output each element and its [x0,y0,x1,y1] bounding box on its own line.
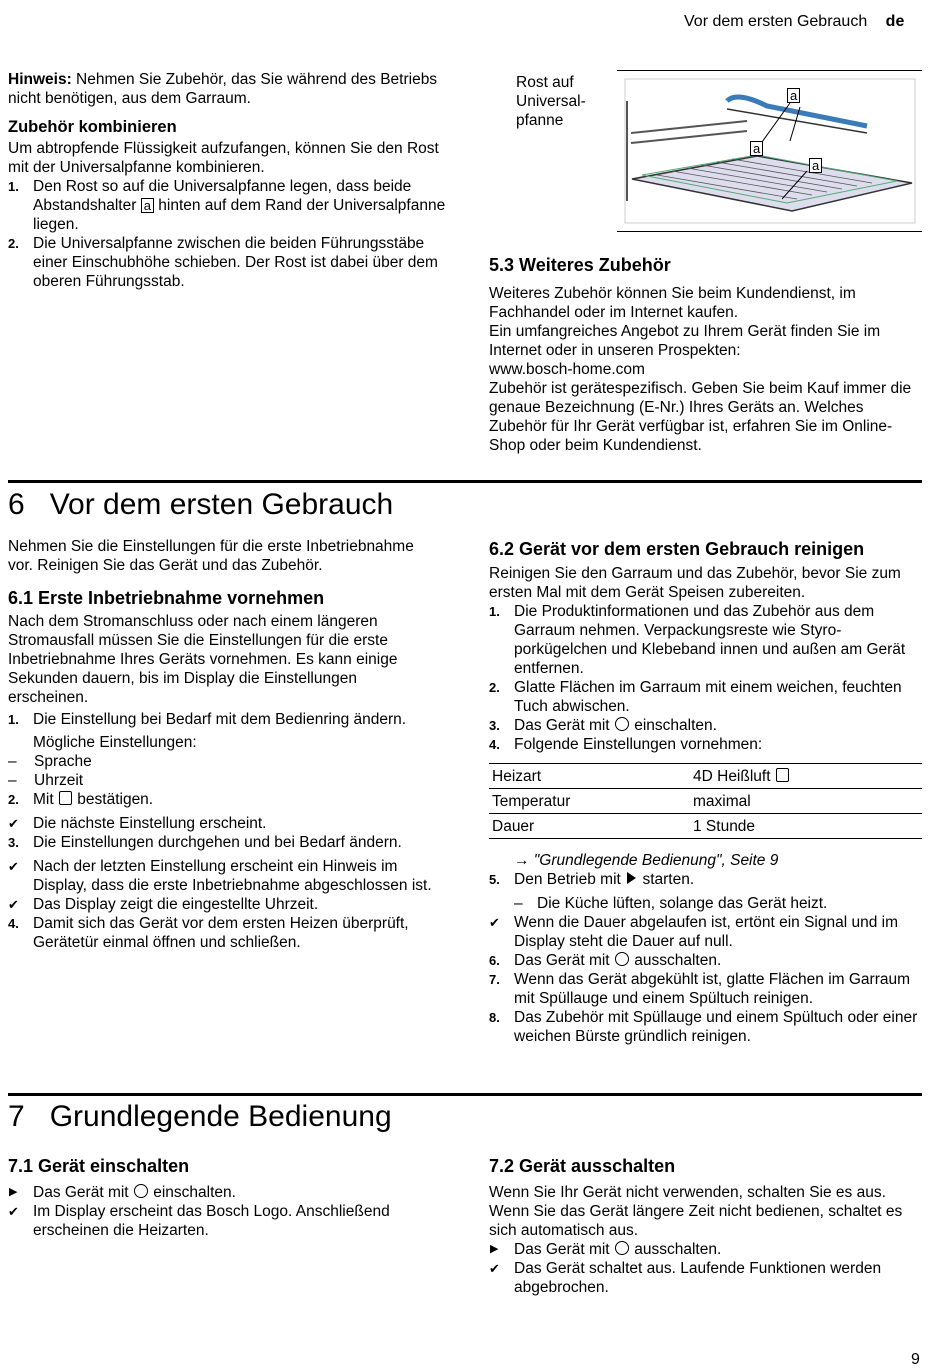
cross-reference-link[interactable]: → "Grundlegende Bedienung", Seite 9 [514,852,779,869]
paragraph: Weiteres Zubehör können Sie beim Kundendienst, im Fachhandel oder im Internet kaufen. [489,285,856,321]
table-key: Dauer [489,814,690,839]
list-item [489,870,922,889]
result-check-icon: ✔ [8,859,19,874]
website-url: www.bosch-home.com [489,361,645,378]
dash-bullet: – [8,772,17,789]
list-item [489,678,922,716]
list-item [489,1240,922,1259]
step-number: 2. [8,236,19,251]
step-text: Mit [33,791,58,808]
figure-caption: Rost auf Universalpfanne [516,74,586,129]
chapter-rule [8,480,922,483]
label-a-icon: a [787,88,800,103]
section-title: 5.3 Weiteres Zubehör [489,255,671,275]
list-item [8,177,448,234]
list-item [8,814,438,833]
section-title: 6.1 Erste Inbetriebnahme vornehmen [8,588,325,608]
paragraph: Reinigen Sie den Garraum und das Zubehör, bevor Sie zum ersten Mal mit dem Gerät Speisen zubereiten. [489,565,901,601]
dash-bullet: – [514,895,523,912]
paragraph: Wenn Sie Ihr Gerät nicht verwenden, schalten Sie es aus. Wenn Sie das Gerät längere Zeit nicht bedienen, schaltet es sich automatisch aus. [489,1184,903,1239]
language-code: de [885,13,905,30]
step-number: 5. [489,872,500,887]
result-check-icon: ✔ [8,897,19,912]
chapter-title: 6 Vor dem ersten Gebrauch [8,488,394,521]
section-5-3 [489,254,919,455]
label-a-icon: a [750,141,763,156]
list-item [8,790,438,809]
chapter-intro: Nehmen Sie die Einstellungen für die erste Inbetriebnahme vor. Reinigen Sie das Gerät und das Zubehör. [8,538,414,574]
list-item [489,951,922,970]
step-text: Glatte Flächen im Garraum mit einem weichen, feuchten Tuch abwischen. [514,679,902,715]
combine-heading: Zubehör kombinieren [8,118,177,136]
chapter6-right-column [489,538,922,1046]
step-text: Damit sich das Gerät vor dem ersten Heizen überprüft, Gerätetür einmal öffnen und schließen. [33,915,409,951]
list-item [489,1008,922,1046]
step-number: 3. [8,835,19,850]
running-header [684,12,904,31]
table-value [690,764,922,789]
paragraph: Nach dem Stromanschluss oder nach einem längeren Stromausfall müssen Sie die Einstellungen für die erste Inbetriebnahme Ihres Geräts vornehmen. Es kann einige Sekunden dauern, bis im Display die Einstellungen erscheinen. [8,613,398,706]
table-row [489,789,922,814]
result-text: Im Display erscheint das Bosch Logo. Anschließend erscheinen die Heizarten. [33,1203,390,1239]
marker-a-icon: a [141,198,154,213]
power-icon [615,717,629,731]
list-item [8,914,438,952]
result-text: Die nächste Einstellung erscheint. [33,815,267,832]
step-text: Das Gerät mit [514,1241,614,1258]
note-label: Hinweis: [8,71,72,88]
chapter-title: 7 Grundlegende Bedienung [8,1100,392,1133]
chapter6-left-column [8,537,438,952]
table-value: 1 Stunde [690,814,922,839]
table-value-text: 4D Heißluft [693,767,775,785]
left-top-column [8,70,448,291]
list-item [489,602,922,678]
step-text: Das Gerät mit [514,952,614,969]
step-text: Den Betrieb mit [514,871,626,888]
running-header-title: Vor dem ersten Gebrauch [684,13,868,30]
chapter7-right-column [489,1155,922,1297]
cleaning-steps [489,602,922,754]
list-item [8,1183,448,1202]
note-text: Die Küche lüften, solange das Gerät heizt. [537,895,828,912]
combine-text: Um abtropfende Flüssigkeit aufzufangen, können Sie den Rost mit der Universalpfanne kombinieren. [8,140,439,176]
step-text-cont: starten. [638,871,695,888]
table-row [489,764,922,789]
result-text: Das Display zeigt die eingestellte Uhrzeit. [33,896,319,913]
list-item [489,913,922,951]
list-item [489,735,922,754]
step-text: Die Universalpfanne zwischen die beiden Führungsstäbe einer Einschubhöhe schieben. Der Rost ist dabei über dem oberen Führungsstab. [33,235,438,290]
label-a-icon: a [809,158,822,173]
settings-table [489,763,922,839]
result-text: Das Gerät schaltet aus. Laufende Funktionen werden abgebrochen. [514,1260,882,1296]
result-check-icon: ✔ [489,1261,500,1276]
note-text: Nehmen Sie Zubehör, das Sie während des Betriebs nicht benötigen, aus dem Garraum. [8,71,438,107]
step-text: Wenn das Gerät abgekühlt ist, glatte Flächen im Garraum mit Spüllauge und einem Spültuch reinigen. [514,971,911,1007]
result-check-icon: ✔ [8,1204,19,1219]
setup-steps [8,710,438,952]
step-text: Das Gerät mit [33,1184,133,1201]
step-text: Das Zubehör mit Spüllauge und einem Spültuch oder einer weichen Bürste gründlich reinigen. [514,1009,918,1045]
step-text-cont: ausschalten. [629,952,722,969]
step-text: Die Produktinformationen und das Zubehör aus dem Garraum nehmen. Verpackungsreste wie Styroporkügelchen und Klebeband innen und außen am Gerät entfernen. [514,603,906,677]
step-number: 1. [489,604,500,619]
confirm-icon [59,791,72,805]
paragraph: Zubehör ist gerätespezifisch. Geben Sie beim Kauf immer die genaue Bezeichnung (E-Nr.) Ihres Geräts an. Welches Zubehör für Ihr Gerät verfügbar ist, erfahren Sie im Online-Shop oder beim Kundendienst. [489,380,912,454]
list-item [8,1202,448,1240]
section-title: 7.2 Gerät ausschalten [489,1156,676,1176]
step-number: 4. [8,916,19,931]
option-text: Uhrzeit [34,772,84,789]
power-icon [615,952,629,966]
section-title: 6.2 Gerät vor dem ersten Gebrauch reinigen [489,539,865,559]
step-text: Folgende Einstellungen vornehmen: [514,736,763,753]
step-number: 8. [489,1010,500,1025]
result-check-icon: ✔ [489,915,500,930]
result-text: Wenn die Dauer abgelaufen ist, ertönt ein Signal und im Display steht die Dauer auf null. [514,914,899,950]
chapter-rule [8,1093,922,1096]
step-text: Die Einstellung bei Bedarf mit dem Bedienring ändern. [33,711,407,728]
step-text-cont: einschalten. [629,717,717,734]
step-number: 7. [489,972,500,987]
step-text-cont: einschalten. [148,1184,236,1201]
list-item [8,895,438,914]
chapter7-left-column [8,1155,448,1240]
list-item [8,733,438,752]
start-icon [627,872,636,884]
action-arrow-icon: ▶ [490,1243,499,1255]
paragraph: Ein umfangreiches Angebot zu Ihrem Gerät finden Sie im Internet oder in unseren Prospekten: [489,323,881,359]
hot-air-4d-icon [776,768,789,782]
figure-frame [617,70,922,232]
power-icon [134,1184,148,1198]
step-number: 2. [489,680,500,695]
table-value: maximal [690,789,922,814]
combine-steps [8,177,448,291]
step-number: 2. [8,792,19,807]
table-key: Heizart [489,764,690,789]
list-item [489,716,922,735]
list-item [489,970,922,1008]
list-item [8,771,438,790]
step-number: 4. [489,737,500,752]
option-text: Sprache [34,753,92,770]
list-item [8,857,438,895]
cleaning-steps-cont [489,870,922,1046]
list-item [489,894,922,913]
list-item [8,234,448,291]
list-item [489,1259,922,1297]
step-text: Den Rost so auf die Universalpfanne legen, dass beide Abstandshalter [33,178,412,214]
page-number: 9 [911,1351,920,1368]
step-text: Das Gerät mit [514,717,614,734]
list-item [8,710,438,729]
power-icon [615,1241,629,1255]
step-number: 3. [489,718,500,733]
table-key: Temperatur [489,789,690,814]
dash-bullet: – [8,753,17,770]
note-paragraph [8,70,448,108]
action-arrow-icon: ▶ [9,1186,18,1198]
possible-settings-label: Mögliche Einstellungen: [33,734,197,751]
step-number: 1. [8,179,19,194]
step-text-cont: ausschalten. [629,1241,722,1258]
step-text-cont: hinten auf dem Rand der Universalpfanne liegen. [33,197,446,233]
list-item [8,752,438,771]
step-number: 1. [8,712,19,727]
step-text: Die Einstellungen durchgehen und bei Bedarf ändern. [33,834,402,851]
list-item [8,833,438,852]
table-row [489,814,922,839]
result-check-icon: ✔ [8,816,19,831]
step-number: 6. [489,953,500,968]
result-text: Nach der letzten Einstellung erscheint ein Hinweis im Display, dass die erste Inbetriebnahme abgeschlossen ist. [33,858,432,894]
section-title: 7.1 Gerät einschalten [8,1156,190,1176]
step-text-cont: bestätigen. [72,791,154,808]
rack-on-pan-illustration [617,71,922,231]
